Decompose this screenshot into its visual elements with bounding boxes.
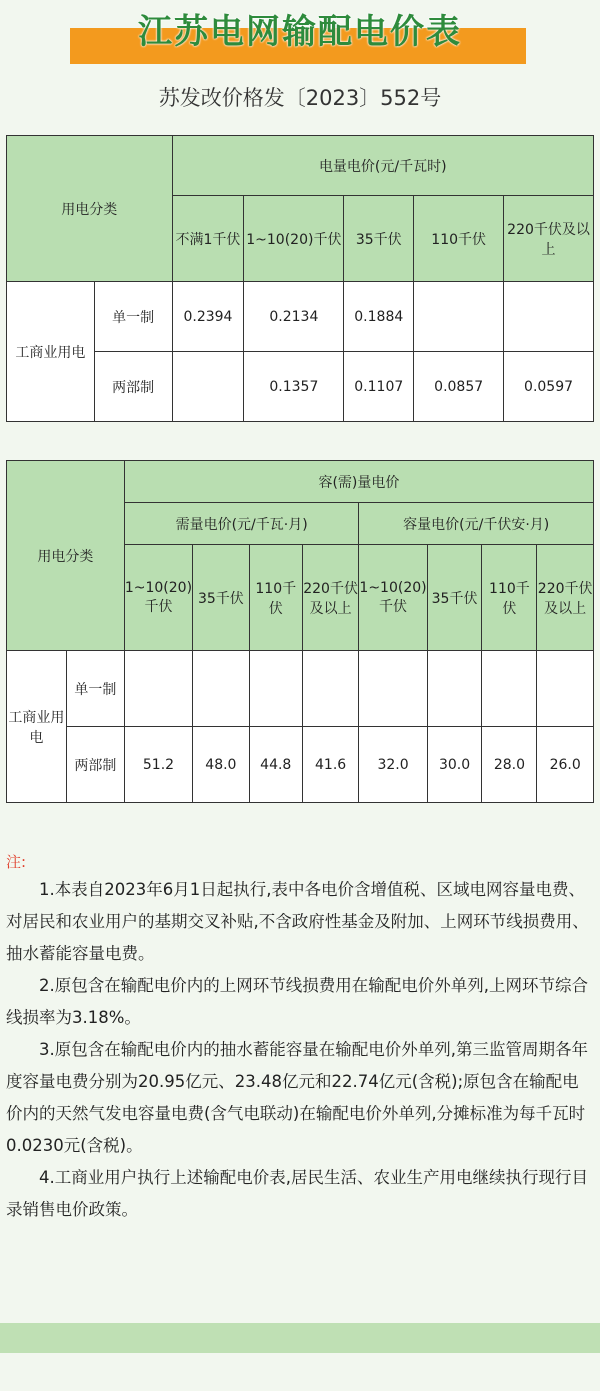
value-cell xyxy=(427,651,482,727)
capacity-price-header: 容量电价(元/千伏安·月) xyxy=(359,503,594,545)
table-row xyxy=(7,727,594,803)
notes-label: 注: xyxy=(6,853,27,871)
column-header: 110千伏 xyxy=(249,545,302,651)
column-header: 35千伏 xyxy=(193,545,250,651)
table-row xyxy=(7,651,594,727)
column-header: 110千伏 xyxy=(414,196,504,282)
value-cell xyxy=(172,352,244,422)
value-cell: 0.1884 xyxy=(344,282,414,352)
capacity-group-header: 容(需)量电价 xyxy=(124,461,593,503)
value-cell: 0.0597 xyxy=(504,352,594,422)
column-header: 35千伏 xyxy=(427,545,482,651)
value-cell: 28.0 xyxy=(482,727,537,803)
sub-category-cell: 两部制 xyxy=(94,352,172,422)
capacity-price-table xyxy=(6,460,594,803)
category-header: 用电分类 xyxy=(7,461,125,651)
value-cell: 0.1107 xyxy=(344,352,414,422)
value-cell xyxy=(124,651,192,727)
energy-price-table xyxy=(6,135,594,422)
note-item: 2.原包含在输配电价内的上网环节线损费用在输配电价外单列,上网环节综合线损率为3.18%。 xyxy=(6,976,588,1027)
value-cell: 0.0857 xyxy=(414,352,504,422)
value-cell xyxy=(249,651,302,727)
notes-section xyxy=(6,850,594,1226)
sub-category-cell: 单一制 xyxy=(94,282,172,352)
value-cell: 44.8 xyxy=(249,727,302,803)
note-item: 3.原包含在输配电价内的抽水蓄能容量在输配电价外单列,第三监管周期各年度容量电费分别为20.95亿元、23.48亿元和22.74亿元(含税);原包含在输配电价内的天然气发电容量电费(含气电联动)在输配电价外单列,分摊标准为每千瓦时0.0230元(含税)。 xyxy=(6,1040,588,1155)
demand-price-header: 需量电价(元/千瓦·月) xyxy=(124,503,359,545)
column-header: 220千伏及以上 xyxy=(537,545,594,651)
value-cell: 41.6 xyxy=(302,727,359,803)
page-title: 江苏电网输配电价表 xyxy=(138,12,462,52)
value-cell: 26.0 xyxy=(537,727,594,803)
table-row xyxy=(7,282,594,352)
title-banner xyxy=(0,0,600,70)
column-header: 110千伏 xyxy=(482,545,537,651)
category-cell: 工商业用电 xyxy=(7,651,67,803)
value-cell xyxy=(504,282,594,352)
column-header: 1~10(20)千伏 xyxy=(124,545,192,651)
value-cell: 48.0 xyxy=(193,727,250,803)
value-cell xyxy=(302,651,359,727)
note-item: 4.工商业用户执行上述输配电价表,居民生活、农业生产用电继续执行现行目录销售电价政策。 xyxy=(6,1168,588,1219)
table-row xyxy=(7,352,594,422)
value-cell: 30.0 xyxy=(427,727,482,803)
value-cell xyxy=(414,282,504,352)
sub-category-cell: 两部制 xyxy=(66,727,124,803)
column-header: 220千伏及以上 xyxy=(504,196,594,282)
sub-category-cell: 单一制 xyxy=(66,651,124,727)
note-item: 1.本表自2023年6月1日起执行,表中各电价含增值税、区域电网容量电费、对居民和农业用户的基期交叉补贴,不含政府性基金及附加、上网环节线损费用、抽水蓄能容量电费。 xyxy=(6,880,589,963)
column-header: 不满1千伏 xyxy=(172,196,244,282)
value-cell xyxy=(359,651,427,727)
value-cell: 0.1357 xyxy=(244,352,344,422)
value-cell: 0.2394 xyxy=(172,282,244,352)
category-cell: 工商业用电 xyxy=(7,282,95,422)
category-header: 用电分类 xyxy=(7,136,173,282)
value-cell: 51.2 xyxy=(124,727,192,803)
value-cell xyxy=(193,651,250,727)
value-cell xyxy=(537,651,594,727)
column-header: 220千伏及以上 xyxy=(302,545,359,651)
value-cell xyxy=(482,651,537,727)
footer-bar xyxy=(0,1323,600,1353)
energy-price-group-header: 电量电价(元/千瓦时) xyxy=(172,136,593,196)
column-header: 1~10(20)千伏 xyxy=(359,545,427,651)
document-number: 苏发改价格发〔2023〕552号 xyxy=(158,86,442,110)
value-cell: 32.0 xyxy=(359,727,427,803)
column-header: 35千伏 xyxy=(344,196,414,282)
value-cell: 0.2134 xyxy=(244,282,344,352)
column-header: 1~10(20)千伏 xyxy=(244,196,344,282)
